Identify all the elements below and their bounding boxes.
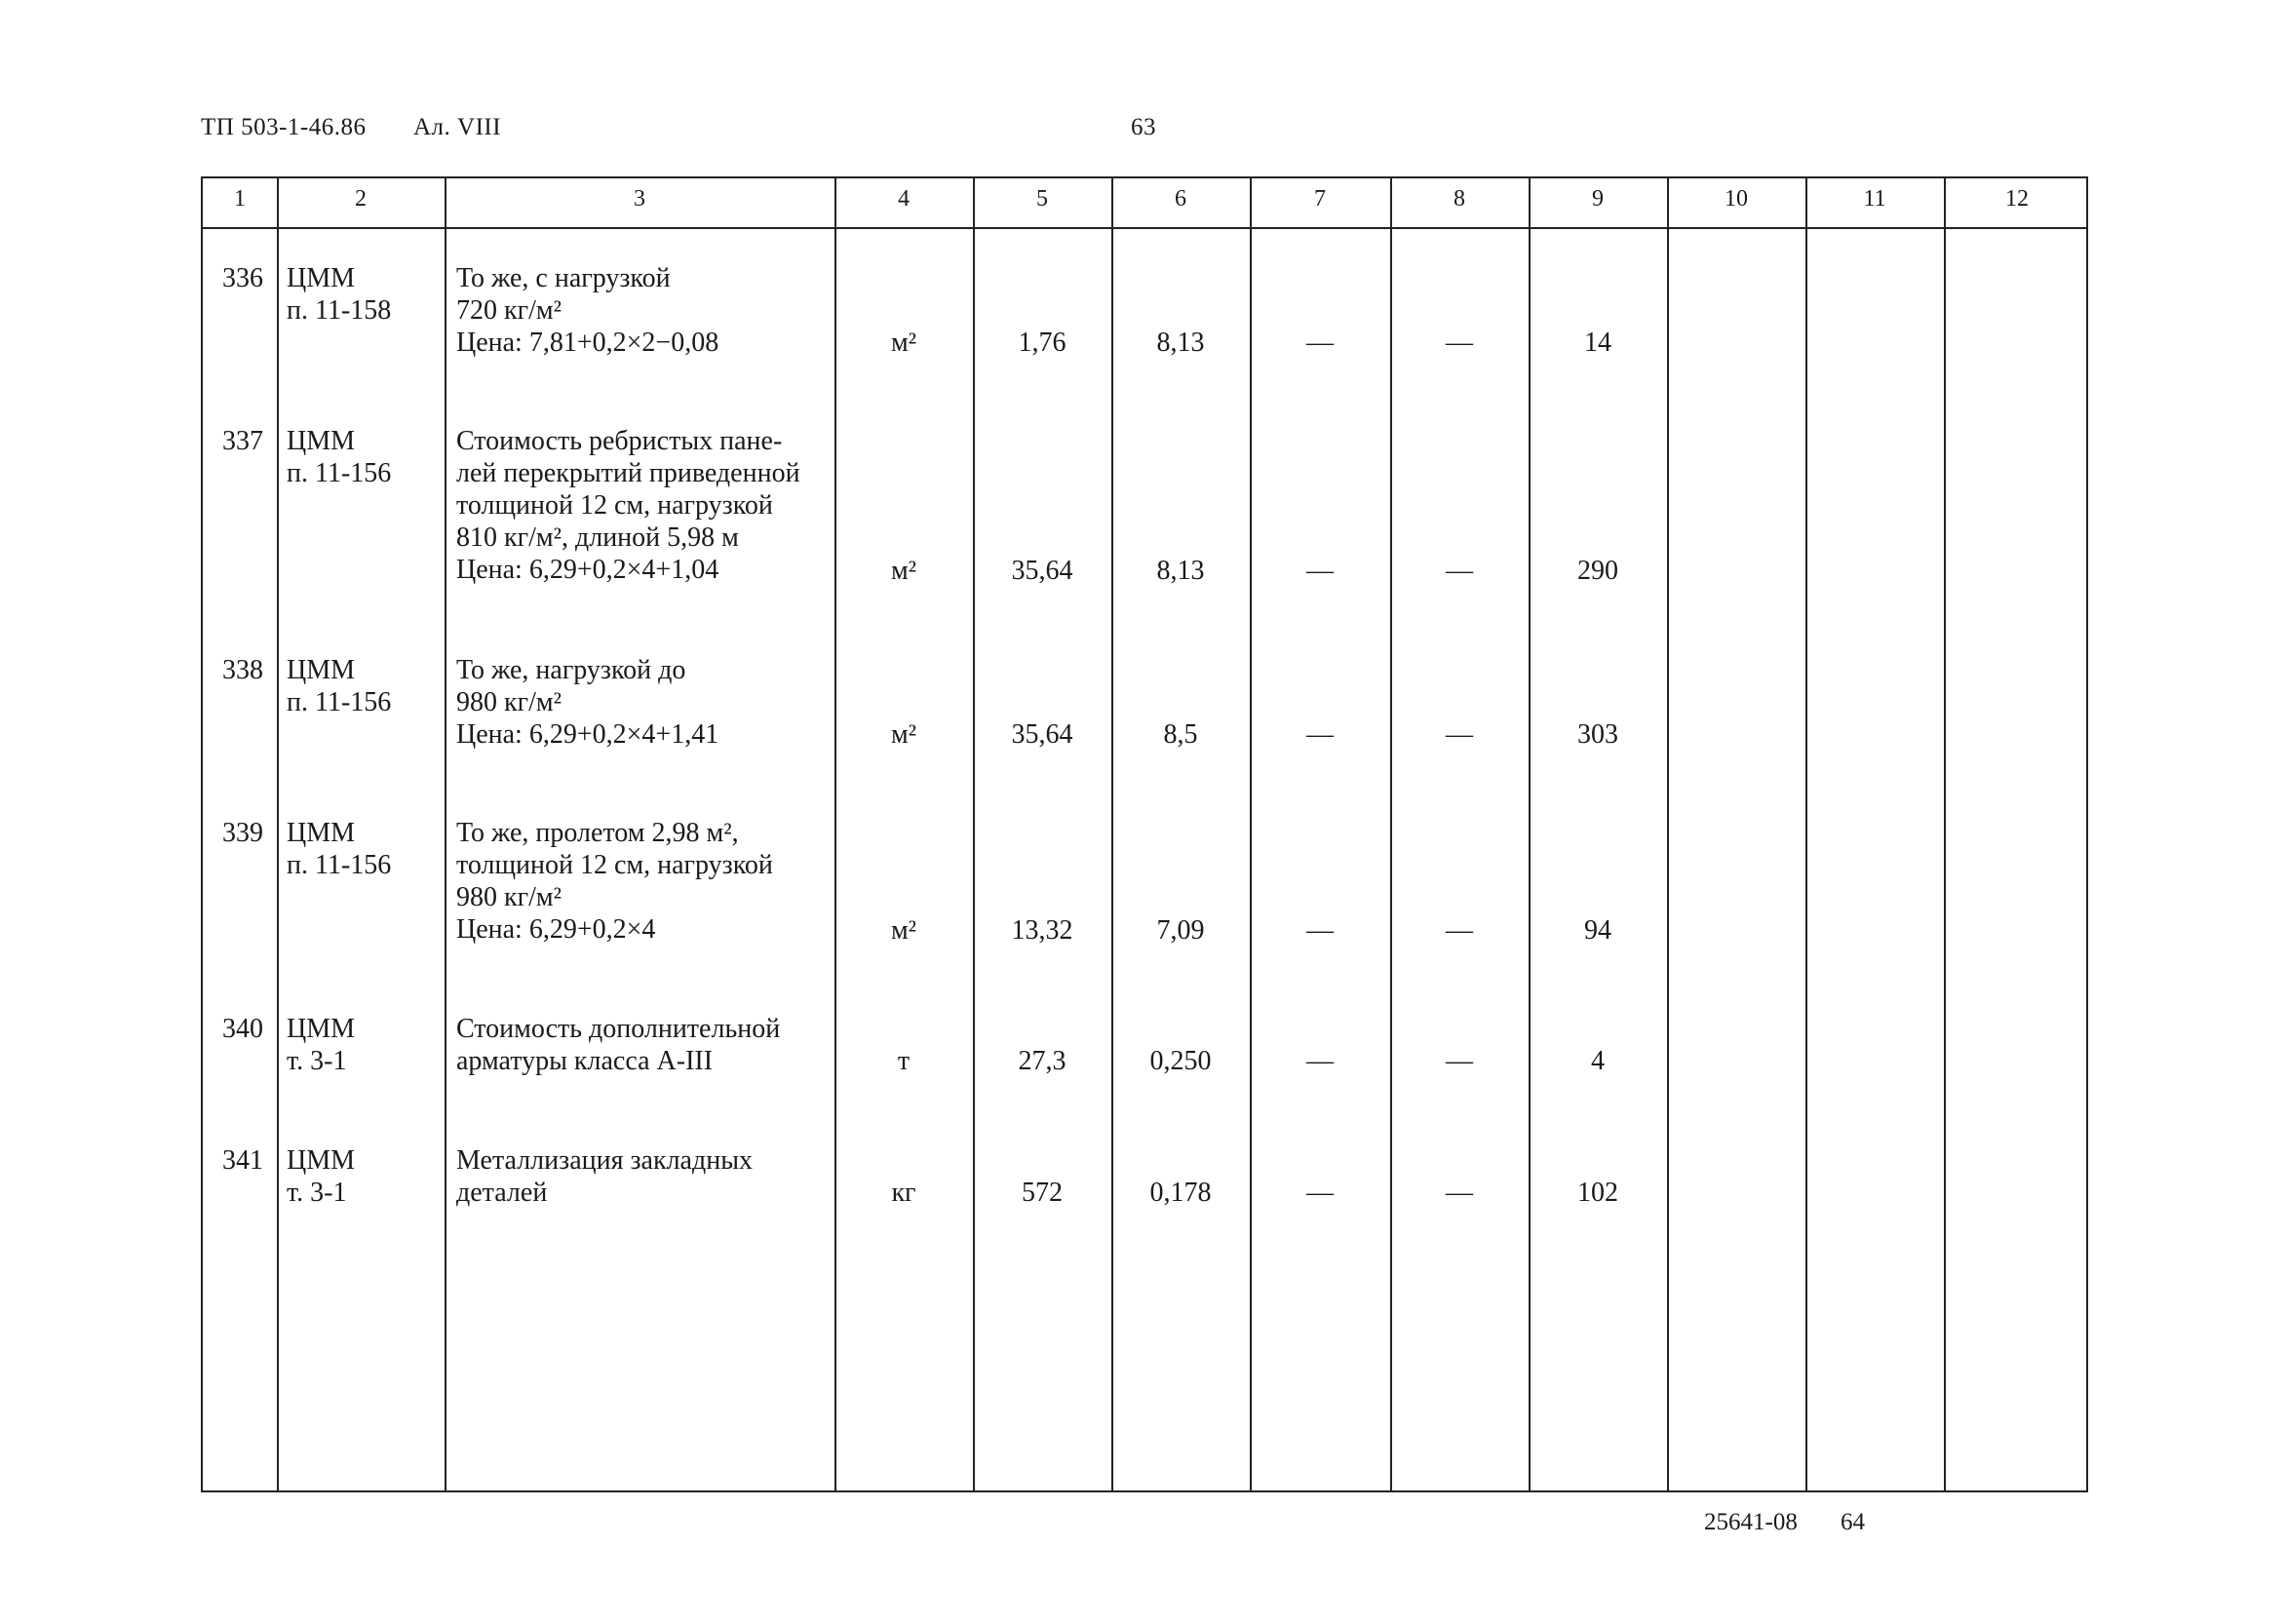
row-source: ЦММ п. 11-156 [287,818,392,880]
col-divider [445,178,446,1490]
row-quantity: 27,3 [1018,1046,1066,1076]
row-number: 337 [222,426,263,456]
row-quantity: 572 [1022,1178,1063,1208]
row-description: То же, пролетом 2,98 м², толщиной 12 см, нагрузкой 980 кг/м² Цена: 6,29+0,2×4 [456,818,773,945]
row-unit: т [897,1046,911,1076]
row-unit: м² [890,328,917,358]
row-col7: — [1306,556,1334,586]
row-source: ЦММ п. 11-156 [287,655,392,717]
column-number: 2 [355,186,367,212]
row-col7: — [1306,1178,1334,1208]
row-price: 0,250 [1149,1046,1212,1076]
row-number: 338 [222,655,263,685]
row-quantity: 13,32 [1011,915,1073,946]
row-unit: м² [890,719,917,750]
row-col8: — [1446,719,1473,750]
row-number: 341 [222,1145,263,1176]
cost-table [201,176,2088,1492]
row-number: 339 [222,818,263,848]
col-divider [1250,178,1252,1490]
column-number: 4 [898,186,910,212]
row-price: 0,178 [1149,1178,1212,1208]
col-divider [973,178,975,1490]
row-total: 102 [1577,1178,1618,1208]
row-description: Металлизация закладных деталей [456,1145,754,1208]
row-price: 8,13 [1156,328,1205,358]
col-divider [1805,178,1807,1490]
row-price: 8,5 [1163,719,1198,750]
row-description: Стоимость ребристых пане- лей перекрытий приведенной толщиной 12 см, нагрузкой 810 кг/м², длиной 5,98 м Цена: 6,29+0,2×4+1,04 [456,426,800,585]
column-number: 6 [1175,186,1186,212]
row-number: 340 [222,1014,263,1044]
column-number: 10 [1725,186,1748,212]
column-number: 1 [234,186,246,212]
row-source: ЦММ т. 3-1 [287,1145,356,1208]
header-separator [203,227,2086,229]
row-quantity: 1,76 [1018,328,1066,358]
row-description: То же, с нагрузкой 720 кг/м² Цена: 7,81+0,2×2−0,08 [456,263,719,358]
column-number: 12 [2005,186,2029,212]
col-divider [277,178,279,1490]
row-col7: — [1306,719,1334,750]
row-total: 94 [1584,915,1611,946]
row-total: 14 [1584,328,1611,358]
row-description: Стоимость дополнительной арматуры класса А-III [456,1014,781,1076]
row-source: ЦММ т. 3-1 [287,1014,356,1076]
col-divider [1390,178,1392,1490]
row-col7: — [1306,328,1334,358]
row-col8: — [1446,1046,1473,1076]
album-label: Ал. VIII [413,114,502,140]
footer-code: 25641-08 [1704,1509,1798,1535]
row-col7: — [1306,1046,1334,1076]
column-number: 11 [1863,186,1886,212]
column-number: 7 [1314,186,1326,212]
col-divider [1667,178,1669,1490]
row-total: 303 [1577,719,1618,750]
row-unit: м² [890,915,917,946]
document-code: ТП 503-1-46.86 [201,114,367,140]
row-source: ЦММ п. 11-156 [287,426,392,488]
row-number: 336 [222,263,263,293]
row-price: 8,13 [1156,556,1205,586]
col-divider [1944,178,1946,1490]
column-number: 5 [1036,186,1048,212]
row-col8: — [1446,915,1473,946]
row-unit: кг [891,1178,916,1208]
row-total: 290 [1577,556,1618,586]
row-col8: — [1446,1178,1473,1208]
col-divider [1529,178,1531,1490]
column-number: 9 [1592,186,1604,212]
row-unit: м² [890,556,917,586]
page-number: 63 [1131,114,1156,140]
row-col7: — [1306,915,1334,946]
column-number: 3 [634,186,645,212]
row-col8: — [1446,556,1473,586]
column-number: 8 [1454,186,1465,212]
row-quantity: 35,64 [1011,556,1073,586]
row-quantity: 35,64 [1011,719,1073,750]
col-divider [1111,178,1113,1490]
footer-page-number: 64 [1841,1509,1865,1535]
row-price: 7,09 [1156,915,1205,946]
row-description: То же, нагрузкой до 980 кг/м² Цена: 6,29+0,2×4+1,41 [456,655,719,750]
row-total: 4 [1591,1046,1605,1076]
row-source: ЦММ п. 11-158 [287,263,392,326]
row-col8: — [1446,328,1473,358]
